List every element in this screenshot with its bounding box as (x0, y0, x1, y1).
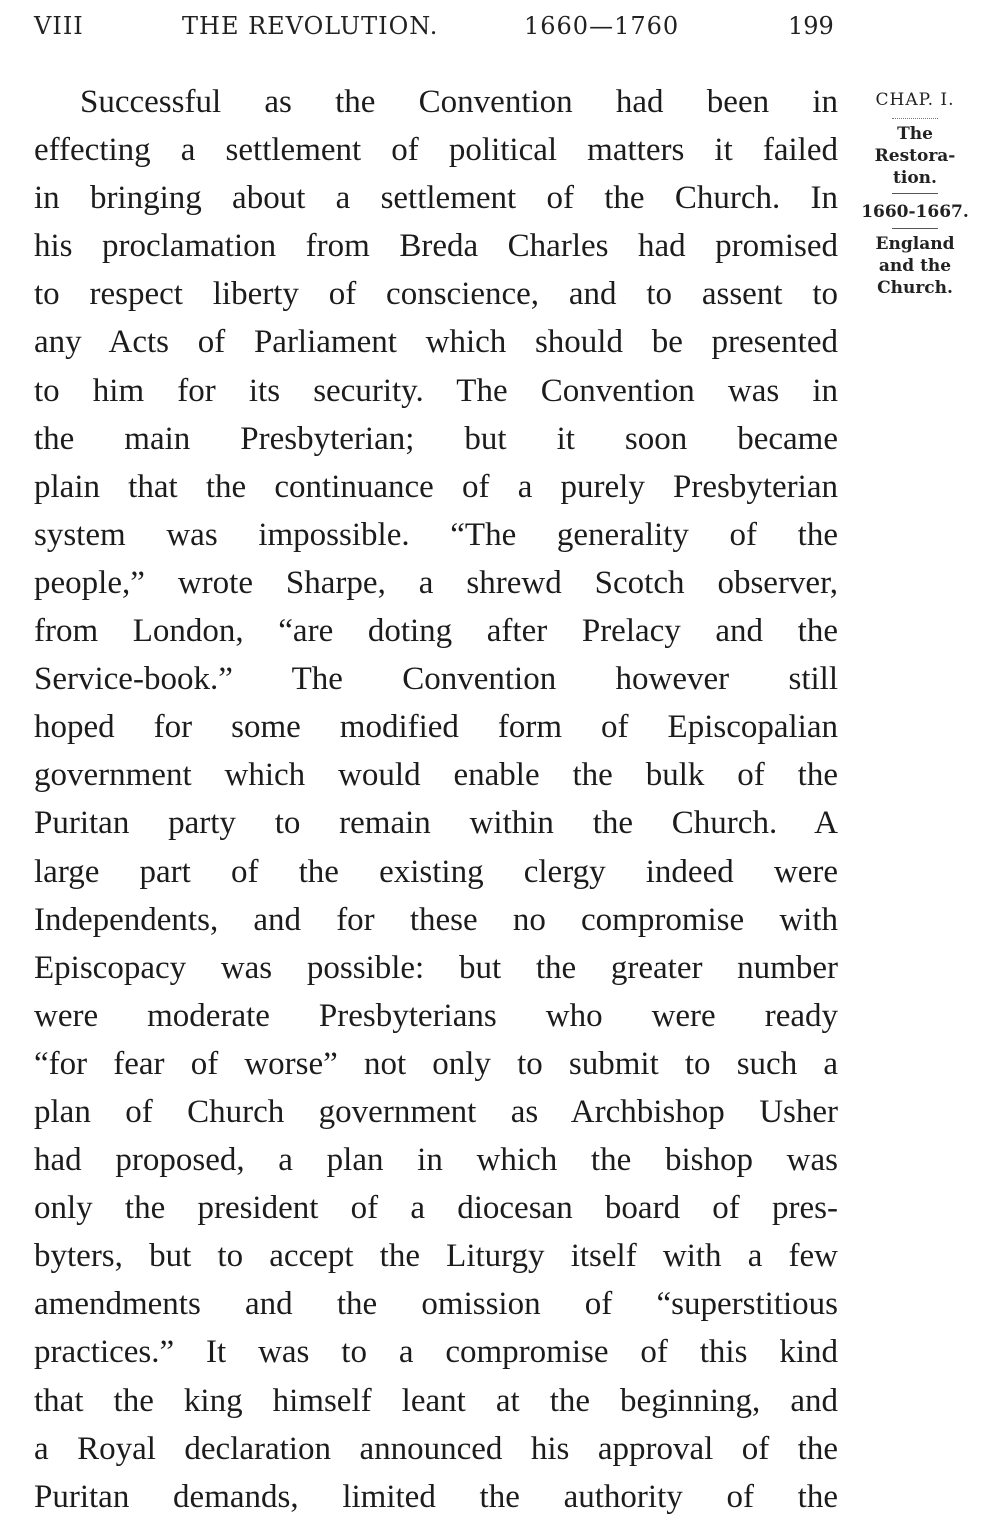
sidenote-divider (892, 118, 938, 119)
sidenote-section-restoration (850, 123, 980, 189)
text-line: Independents, and for these no compromise with (34, 901, 838, 938)
text-line: the main Presbyterian; but it soon became (34, 420, 838, 457)
text-line: were moderate Presbyterians who were ready (34, 997, 838, 1034)
text-line: byters, but to accept the Liturgy itself with a few (34, 1238, 838, 1275)
text-line: Service-book.” The Convention however still (34, 661, 838, 698)
sidenote-divider (892, 228, 938, 229)
text-line: had proposed, a plan in which the bishop was (34, 1142, 838, 1179)
text-line: his proclamation from Breda Charles had promised (34, 228, 838, 265)
sidenote-line: England (875, 234, 955, 254)
text-line: a Royal declaration announced his approval of the (34, 1430, 838, 1467)
text-line: practices.” It was to a compromise of this kind (34, 1334, 838, 1371)
text-line: “for fear of worse” not only to submit to such a (34, 1045, 838, 1082)
sidenote-divider (892, 193, 938, 194)
text-line: Episcopacy was possible: but the greater number (34, 949, 838, 986)
text-line: that the king himself leant at the beginning, and (34, 1382, 838, 1419)
body-text (34, 78, 838, 1521)
text-line: only the president of a diocesan board of pres- (34, 1190, 838, 1227)
text-line: to him for its security. The Convention was in (34, 372, 838, 409)
sidenote-section-church (850, 233, 980, 299)
text-line: effecting a settlement of political matters it failed (34, 132, 838, 169)
sidenote-chapter: CHAP. I. (875, 90, 955, 110)
text-line: people,” wrote Sharpe, a shrewd Scotch observer, (34, 564, 838, 601)
text-line: Puritan party to remain within the Church. A (34, 805, 838, 842)
chapter-numeral: VIII (34, 12, 84, 40)
sidenote-line: Church. (877, 278, 953, 298)
text-line: system was impossible. “The generality of the (34, 516, 838, 553)
sidenote-line: tion. (893, 168, 937, 188)
marginal-notes (850, 88, 980, 299)
text-line: government which would enable the bulk of the (34, 757, 838, 794)
text-line: to respect liberty of conscience, and to assent to (34, 276, 838, 313)
text-line: Puritan demands, limited the authority of the (34, 1478, 838, 1515)
page-number: 199 (788, 12, 834, 40)
text-line: from London, “are doting after Prelacy and the (34, 613, 838, 650)
text-line: plain that the continuance of a purely Presbyterian (34, 468, 838, 505)
running-years: 1660—1760 (524, 12, 680, 40)
text-line: hoped for some modified form of Episcopalian (34, 709, 838, 746)
text-line: any Acts of Parliament which should be presented (34, 324, 838, 361)
sidenote-years: 1660-1667. (861, 202, 969, 222)
text-line: plan of Church government as Archbishop Usher (34, 1093, 838, 1130)
running-title: THE REVOLUTION. (182, 12, 439, 40)
text-line: large part of the existing clergy indeed were (34, 853, 838, 890)
sidenote-line: and the (878, 256, 952, 276)
text-line: in bringing about a settlement of the Church. In (34, 180, 838, 217)
text-line: Successful as the Convention had been in (80, 84, 838, 120)
sidenote-line: The (897, 124, 933, 144)
running-header (30, 12, 850, 48)
sidenote-line: Restora- (874, 146, 956, 166)
text-line: amendments and the omission of “superstitious (34, 1286, 838, 1323)
